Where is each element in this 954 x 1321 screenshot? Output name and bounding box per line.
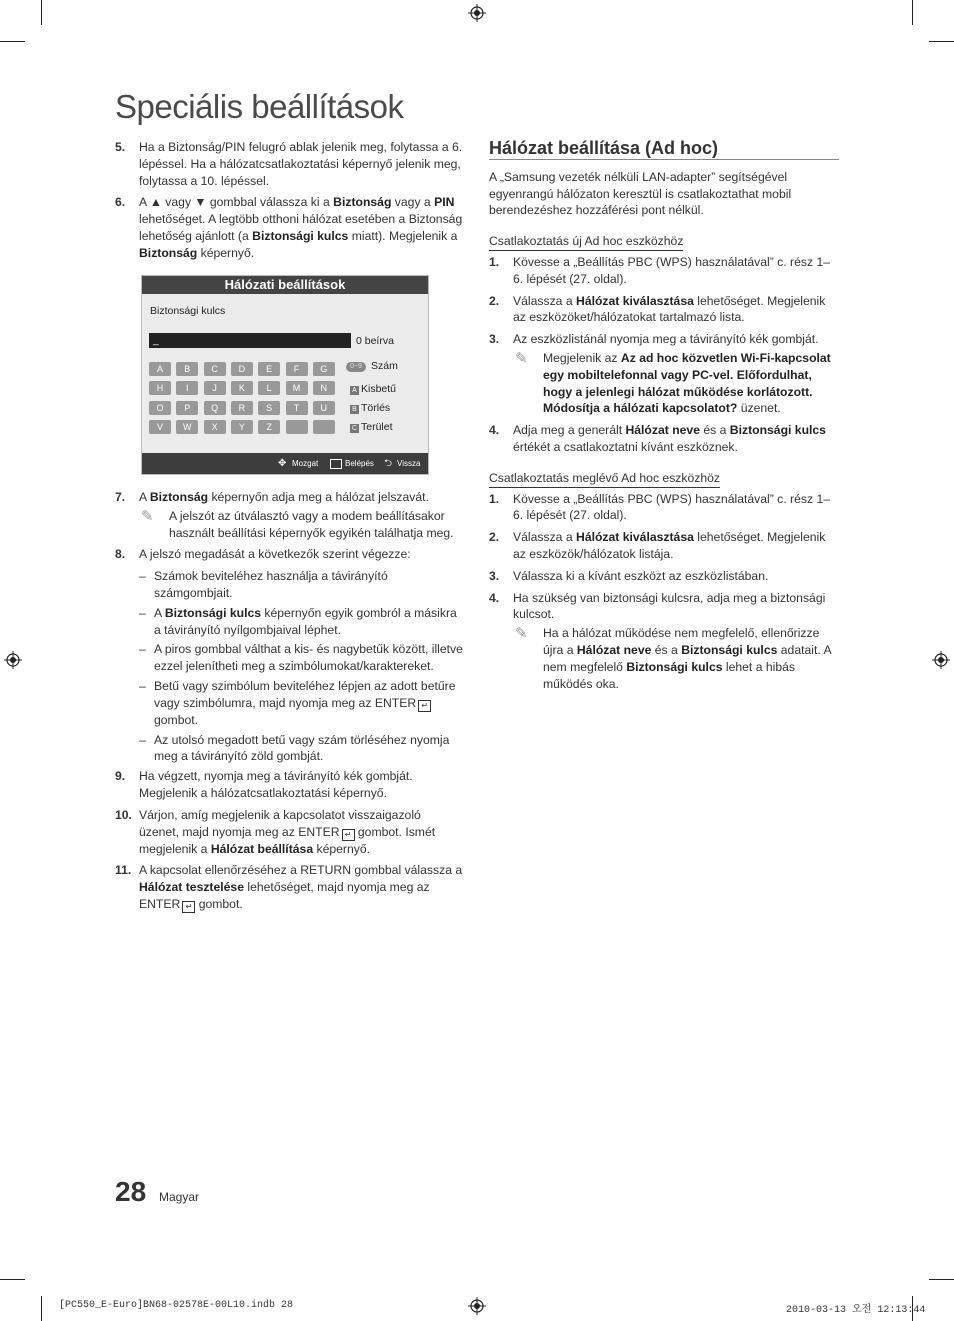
keyboard-key[interactable]: G [313, 362, 335, 376]
step-6: 6. A ▲ vagy ▼ gombbal válassza ki a Biztonság vagy a PIN lehetőséget. A legtöbb otthoni hálózat esetében a Biztonság lehetőség ajánlott (a Biztonsági kulcs miatt). Megjelenik a Biztonság képernyő. [115, 195, 463, 260]
existing-step-1: 1. Kövesse a „Beállítás PBC (WPS) használatával” c. rész 1–6. lépését (27. oldal). [489, 491, 830, 523]
security-key-input[interactable]: _ [149, 333, 351, 348]
enter-icon: ↵ [418, 700, 431, 712]
keyboard-key[interactable]: Q [204, 401, 226, 415]
keyboard-key[interactable]: O [149, 401, 171, 415]
crop-mark [929, 41, 954, 42]
footer-back: Vissza [397, 459, 421, 468]
existing-step-3: 3. Válassza ki a kívánt eszközt az eszközlistában. [489, 568, 769, 583]
page-title: Speciális beállítások [115, 88, 404, 125]
step-8-substeps [139, 568, 463, 765]
registration-mark-icon [468, 1297, 486, 1315]
option-delete[interactable]: B Törlés [350, 402, 390, 414]
return-icon: ⮌ [384, 458, 393, 469]
keyboard-key[interactable]: W [176, 420, 198, 434]
keyboard-key[interactable] [313, 420, 335, 434]
substep: – Az utolsó megadott betű vagy szám törléséhez nyomja meg a távirányító zöld gombját. [139, 732, 450, 764]
dialog-footer [142, 453, 428, 474]
move-icon: ✥ [278, 458, 287, 469]
left-column-bottom [115, 489, 463, 918]
entered-count: 0 beírva [356, 335, 394, 347]
footer-move: Mozgat [292, 459, 319, 468]
substep: – A piros gombbal válthat a kis- és nagybetűk között, illetve ezzel jelenítheti meg a szimbólumokat/karaktereket. [139, 642, 463, 674]
note-pencil-icon: ✎ [141, 507, 154, 525]
step-5: 5. Ha a Biztonság/PIN felugró ablak jelenik meg, folytassa a 6. lépéssel. Ha a hálózatcsatlakoztatási képernyő jelenik meg, folytassa a 10. lépéssel. [115, 140, 463, 188]
registration-mark-icon [932, 651, 950, 669]
new-step-2: 2. Válassza a Hálózat kiválasztása lehetőséget. Megjelenik az eszközöket/hálózatokat tartalmazó lista. [489, 293, 826, 325]
option-number[interactable]: Szám [371, 360, 398, 372]
keyboard-key[interactable]: T [286, 401, 308, 415]
c-button-icon: C [351, 425, 358, 432]
keyboard-key[interactable]: P [176, 401, 198, 415]
keyboard-key[interactable]: L [258, 381, 280, 395]
footer-enter: Belépés [345, 459, 374, 468]
keyboard-key[interactable]: S [258, 401, 280, 415]
existing-step-4: 4. Ha szükség van biztonsági kulcsra, adja meg a biztonsági kulcsot. [489, 590, 826, 622]
keyboard-key[interactable] [286, 420, 308, 434]
substep: – A Biztonsági kulcs képernyőn egyik gombról a másikra a távirányító nyílgombjaival léphet. [139, 605, 457, 637]
step-11: 11. A kapcsolat ellenőrzéséhez a RETURN gombbal válassza a Hálózat tesztelése lehetőséget, majd nyomja meg az ENTER ↵ gombot. [115, 863, 463, 911]
step-10: 10. Várjon, amíg megjelenik a kapcsolatot visszaigazoló üzenet, majd nyomja meg az ENTER ↵ gombot. Ismét megjelenik a Hálózat beállítása képernyő. [115, 807, 436, 856]
crop-mark [0, 1279, 25, 1280]
keyboard-key[interactable]: N [313, 381, 335, 395]
keyboard-key[interactable]: J [204, 381, 226, 395]
enter-icon [330, 459, 342, 469]
registration-mark-icon [4, 651, 22, 669]
page-language: Magyar [159, 1190, 200, 1204]
keyboard-key[interactable]: I [176, 381, 198, 395]
keyboard-key[interactable]: R [231, 401, 253, 415]
keyboard-key[interactable]: Y [231, 420, 253, 434]
keyboard-key[interactable]: K [231, 381, 253, 395]
left-column-top [115, 139, 463, 267]
note-new-3: ✎ Megjelenik az Az ad hoc közvetlen Wi-Fi-kapcsolat egy mobiltelefonnal vagy PC-vel. Előfordulhat, hogy a jelenlegi hálózat működése korlátozott. Módosítja a hálózati kapcsolatot? üzenet. [515, 349, 831, 416]
step-7: 7. A Biztonság képernyőn adja meg a hálózat jelszavát. [115, 490, 429, 504]
crop-mark [41, 1296, 42, 1321]
note-pencil-icon: ✎ [515, 625, 528, 643]
keyboard-key[interactable]: M [286, 381, 308, 395]
new-step-1: 1. Kövesse a „Beállítás PBC (WPS) használatával” c. rész 1–6. lépését (27. oldal). [489, 254, 830, 286]
note-existing-4: ✎ Ha a hálózat működése nem megfelelő, ellenőrizze újra a Hálózat neve és a Biztonsági kulcs adatait. A nem megfelelő Biztonsági kulcs lehet a hibás működés oka. [515, 625, 831, 691]
enter-icon: ↵ [342, 829, 355, 841]
print-slug-right: 2010-03-13 오전 12:13:44 [786, 1305, 926, 1316]
keyboard-key[interactable]: E [258, 362, 280, 376]
crop-mark [0, 41, 25, 42]
network-settings-dialog [141, 275, 429, 475]
crop-mark [912, 0, 913, 25]
dialog-title: Hálózati beállítások [142, 276, 428, 294]
right-column [489, 140, 839, 697]
keyboard-key[interactable]: V [149, 420, 171, 434]
section-heading: Hálózat beállítása (Ad hoc) [489, 140, 839, 160]
keyboard-key[interactable]: C [204, 362, 226, 376]
step-8: 8. A jelszó megadását a következők szerint végezze: [115, 547, 411, 562]
new-step-3: 3. Az eszközlistánál nyomja meg a távirányító kék gombját. [489, 332, 819, 347]
b-button-icon: B [350, 405, 359, 414]
keyboard-key[interactable]: X [204, 420, 226, 434]
option-region[interactable]: C Terület [351, 421, 393, 433]
security-key-label: Biztonsági kulcs [150, 305, 226, 317]
note-7: ✎ A jelszót az útválasztó vagy a modem beállításakor használt beállítási képernyők egyikén találhatja meg. [141, 507, 454, 540]
keyboard-key[interactable]: H [149, 381, 171, 395]
intro-text: A „Samsung vezeték nélküli LAN-adapter” segítségével egyenrangú hálózaton keresztül is csatlakoztathat mobil berendezéshez hozzáférési pont nélkül. [489, 169, 792, 218]
subheading-new: Csatlakoztatás új Ad hoc eszközhöz [489, 233, 839, 251]
substep: – Számok beviteléhez használja a távirányító számgombjait. [139, 569, 388, 600]
step-9: 9. Ha végzett, nyomja meg a távirányító kék gombját. Megjelenik a hálózatcsatlakoztatási képernyő. [115, 769, 413, 800]
new-step-4: 4. Adja meg a generált Hálózat neve és a Biztonsági kulcs értékét a csatlakoztatni kívánt eszköznek. [489, 423, 826, 454]
crop-mark [41, 0, 42, 25]
page-number: 28 [115, 1176, 147, 1207]
keyboard-key[interactable]: Z [258, 420, 280, 434]
keyboard-key[interactable]: A [149, 362, 171, 376]
keyboard-key[interactable]: F [286, 362, 308, 376]
subheading-existing: Csatlakoztatás meglévő Ad hoc eszközhöz [489, 470, 839, 488]
keyboard-key[interactable]: U [313, 401, 335, 415]
existing-step-2: 2. Válassza a Hálózat kiválasztása lehetőséget. Megjelenik az eszközök/hálózatok listája. [489, 530, 826, 561]
a-button-icon: A [350, 386, 359, 395]
keyboard-key[interactable]: D [231, 362, 253, 376]
option-lowercase[interactable]: A Kisbetű [350, 383, 396, 395]
crop-mark [929, 1279, 954, 1280]
substep: – Betű vagy szimbólum beviteléhez lépjen az adott betűre vagy szimbólumra, majd nyomja meg az ENTER ↵ gombot. [139, 678, 456, 727]
enter-icon: ↵ [182, 901, 195, 913]
print-slug-left: [PC550_E-Euro]BN68-02578E-00L10.indb 28 [59, 1300, 294, 1311]
note-pencil-icon: ✎ [515, 349, 528, 367]
num-key-badge[interactable]: 0~9 [346, 362, 366, 372]
registration-mark-icon [468, 4, 486, 22]
keyboard-key[interactable]: B [176, 362, 198, 376]
